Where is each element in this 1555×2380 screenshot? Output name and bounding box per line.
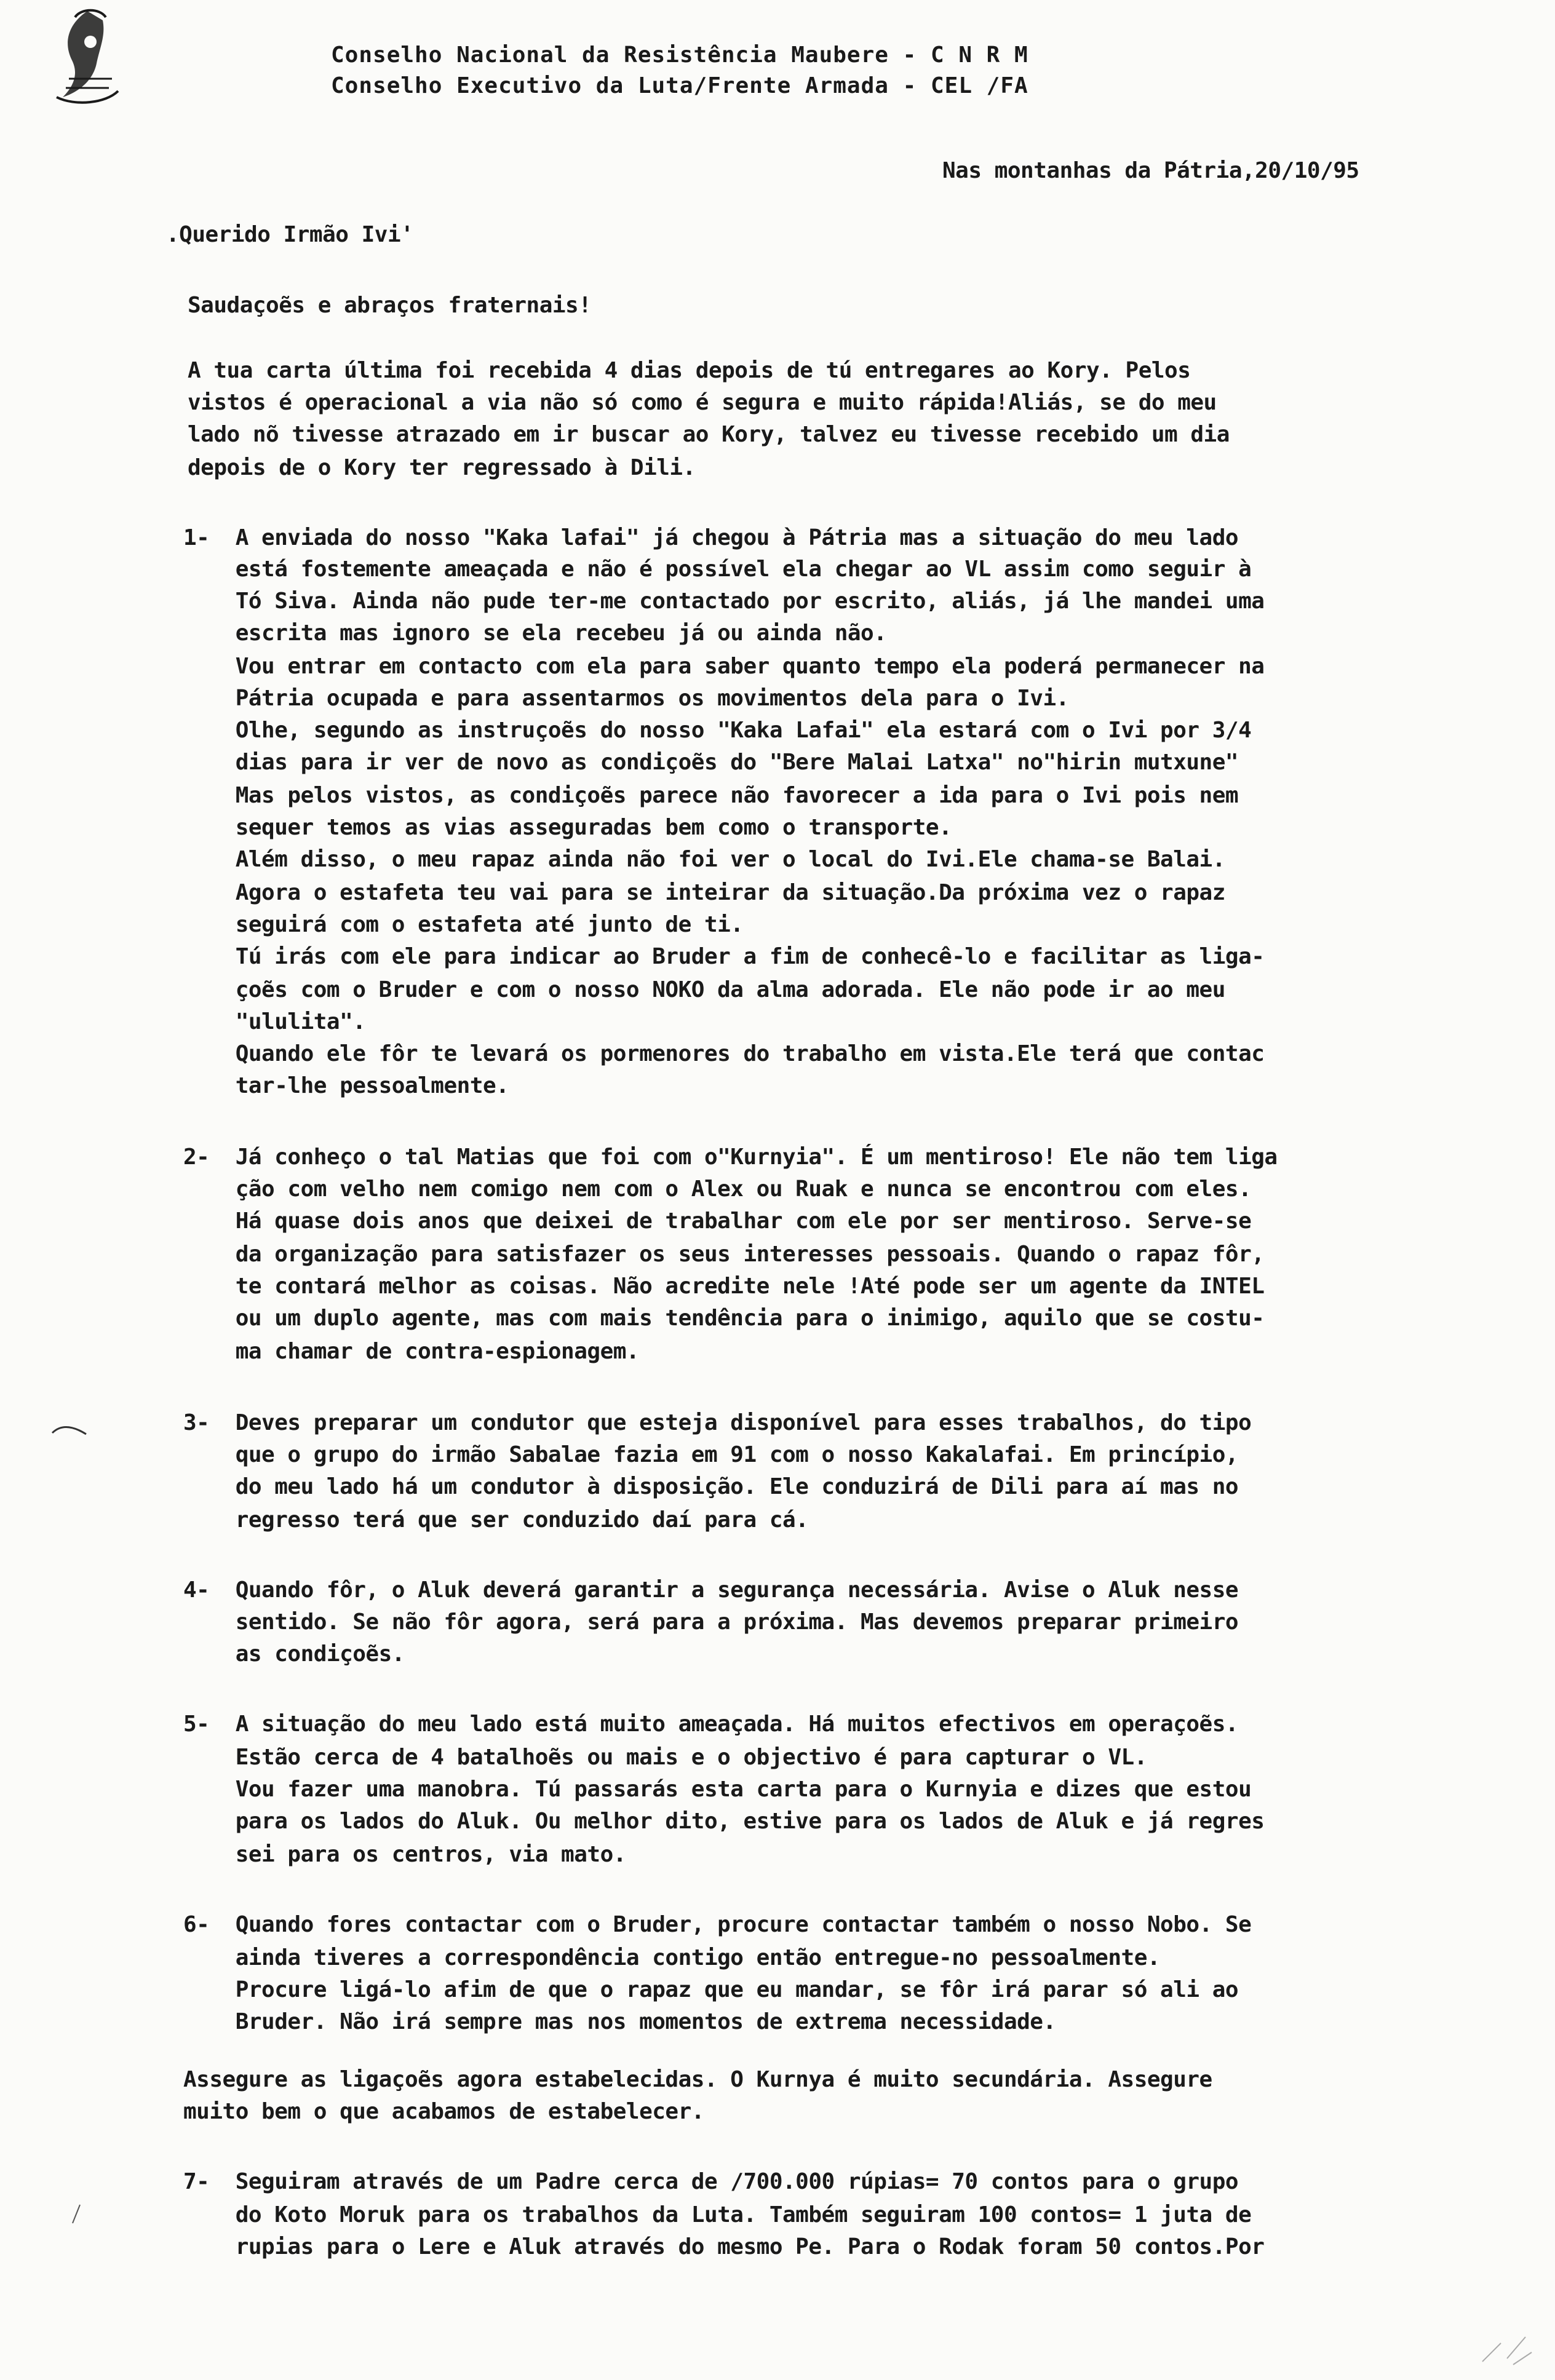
item5-line: Estão cerca de 4 batalhoẽs ou mais e o objectivo é para capturar o VL.: [183, 1745, 1147, 1770]
item1-line: Tú irás com ele para indicar ao Bruder a fim de conhecê-lo e facilitar as liga-: [183, 944, 1265, 969]
item1-line: "ululita".: [183, 1009, 366, 1034]
item1-line: Mas pelos vistos, as condiçoẽs parece não favorecer a ida para o Ivi pois nem: [183, 783, 1239, 808]
header-line-2: Conselho Executivo da Luta/Frente Armada - CEL /FA: [331, 73, 1028, 98]
item1-line: escrita mas ignoro se ela recebeu já ou ainda não.: [183, 621, 887, 646]
item3-line: 3- Deves preparar um condutor que esteja disponível para esses trabalhos, do tipo: [183, 1410, 1252, 1435]
item1-line: Vou entrar em contacto com ela para saber quanto tempo ela poderá permanecer na: [183, 654, 1265, 679]
item7-line: rupias para o Lere e Aluk através do mesmo Pe. Para o Rodak foram 50 contos.Por: [183, 2234, 1265, 2259]
item7-line: 7- Seguiram através de um Padre cerca de /700.000 rúpias= 70 contos para o grupo: [183, 2169, 1239, 2194]
item1-line: Tó Siva. Ainda não pude ter-me contactado por escrito, aliás, já lhe mandei uma: [183, 589, 1265, 614]
item1-line: Além disso, o meu rapaz ainda não foi ver o local do Ivi.Ele chama-se Balai.: [183, 847, 1225, 872]
item1-line: Agora o estafeta teu vai para se inteirar da situação.Da próxima vez o rapaz: [183, 880, 1225, 905]
item1-line: 1- A enviada do nosso "Kaka lafai" já chegou à Pátria mas a situação do meu lado: [183, 525, 1239, 550]
stray-mark: [1476, 2325, 1538, 2368]
item3-line: do meu lado há um condutor à disposição. Ele conduzirá de Dili para aí mas no: [183, 1474, 1239, 1499]
item2-line: 2- Já conheço o tal Matias que foi com o"Kurnyia". É um mentiroso! Ele não tem liga: [183, 1144, 1278, 1170]
item5-line: 5- A situação do meu lado está muito ameaçada. Há muitos efectivos em operaçoẽs.: [183, 1712, 1239, 1737]
header-line-1: Conselho Nacional da Resistência Maubere - C N R M: [331, 42, 1028, 68]
item7-line: do Koto Moruk para os trabalhos da Luta. Também seguiram 100 contos= 1 juta de: [183, 2202, 1252, 2227]
item1-line: dias para ir ver de novo as condiçoẽs do "Bere Malai Latxa" no"hirin mutxune": [183, 750, 1239, 775]
item3-line: regresso terá que ser conduzido daí para cá.: [183, 1507, 809, 1533]
intro-line: vistos é operacional a via não só como é segura e muito rápida!Aliás, se do meu: [188, 390, 1217, 415]
item5-line: sei para os centros, via mato.: [183, 1842, 626, 1867]
item1-line: Olhe, segundo as instruçoẽs do nosso "Kaka Lafai" ela estará com o Ivi por 3/4: [183, 718, 1252, 743]
item1-line: Pátria ocupada e para assentarmos os movimentos dela para o Ivi.: [183, 686, 1069, 711]
item4-line: 4- Quando fôr, o Aluk deverá garantir a segurança necessária. Avise o Aluk nesse: [183, 1577, 1239, 1603]
item6-line: Procure ligá-lo afim de que o rapaz que eu mandar, se fôr irá parar só ali ao: [183, 1977, 1239, 2002]
item6-line: ainda tiveres a correspondência contigo então entregue-no pessoalmente.: [183, 1945, 1161, 1970]
item2-line: ou um duplo agente, mas com mais tendência para o inimigo, aquilo que se costu-: [183, 1306, 1265, 1331]
item1-line: está fostemente ameaçada e não é possível ela chegar ao VL assim como seguir à: [183, 557, 1252, 582]
closing-line: muito bem o que acabamos de estabelecer.: [183, 2099, 704, 2124]
item1-line: seguirá com o estafeta até junto de ti.: [183, 912, 744, 937]
item1-line: tar-lhe pessoalmente.: [183, 1073, 509, 1098]
item4-line: as condiçoẽs.: [183, 1641, 405, 1667]
item2-line: ma chamar de contra-espionagem.: [183, 1339, 640, 1364]
item5-line: para os lados do Aluk. Ou melhor dito, estive para os lados de Aluk e já regres: [183, 1809, 1265, 1834]
item2-line: da organização para satisfazer os seus interesses pessoais. Quando o rapaz fôr,: [183, 1242, 1265, 1267]
salutation: .Querido Irmão Ivi': [166, 222, 414, 247]
stray-mark: [68, 2202, 86, 2226]
greeting: Saudaçoẽs e abraços fraternais!: [188, 293, 592, 318]
closing-line: Assegure as ligaçoẽs agora estabelecidas. O Kurnya é muito secundária. Assegure: [183, 2067, 1212, 2092]
item2-line: Há quase dois anos que deixei de trabalhar com ele por ser mentiroso. Serve-se: [183, 1208, 1252, 1234]
intro-line: A tua carta última foi recebida 4 dias depois de tú entregares ao Kory. Pelos: [188, 358, 1191, 383]
item1-line: çoẽs com o Bruder e com o nosso NOKO da alma adorada. Ele não pode ir ao meu: [183, 977, 1225, 1002]
item4-line: sentido. Se não fôr agora, será para a próxima. Mas devemos preparar primeiro: [183, 1609, 1239, 1635]
item1-line: Quando ele fôr te levará os pormenores do trabalho em vista.Ele terá que contac: [183, 1041, 1265, 1066]
emblem-logo: [44, 5, 130, 109]
stray-mark: [49, 1421, 92, 1439]
item3-line: que o grupo do irmão Sabalae fazia em 91 com o nosso Kakalafai. Em princípio,: [183, 1442, 1239, 1467]
intro-line: lado nõ tivesse atrazado em ir buscar ao Kory, talvez eu tivesse recebido um dia: [188, 422, 1230, 447]
intro-line: depois de o Kory ter regressado à Dili.: [188, 455, 696, 480]
item6-line: Bruder. Não irá sempre mas nos momentos de extrema necessidade.: [183, 2009, 1056, 2034]
item2-line: ção com velho nem comigo nem com o Alex ou Ruak e nunca se encontrou com eles.: [183, 1176, 1252, 1202]
item1-line: sequer temos as vias asseguradas bem como o transporte.: [183, 815, 952, 840]
place-date: Nas montanhas da Pátria,20/10/95: [942, 158, 1359, 183]
item5-line: Vou fazer uma manobra. Tú passarás esta carta para o Kurnyia e dizes que estou: [183, 1777, 1252, 1802]
item2-line: te contará melhor as coisas. Não acredite nele !Até pode ser um agente da INTEL: [183, 1274, 1265, 1299]
item6-line: 6- Quando fores contactar com o Bruder, procure contactar também o nosso Nobo. Se: [183, 1912, 1252, 1937]
